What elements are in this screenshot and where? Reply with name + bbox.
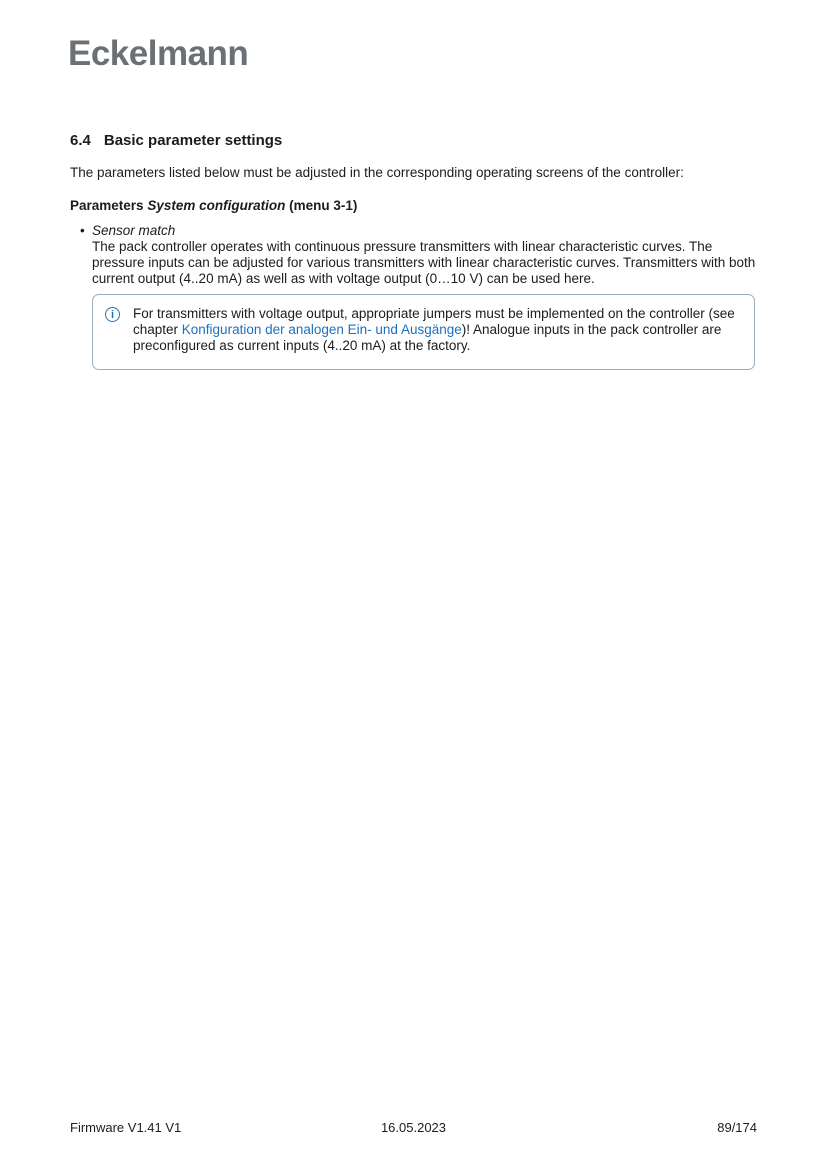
info-icon: i	[105, 307, 120, 322]
bullet-icon: •	[80, 223, 85, 238]
intro-paragraph: The parameters listed below must be adjusted in the corresponding operating screens of the controller:	[70, 165, 684, 180]
chapter-link[interactable]: Konfiguration der analogen Ein- und Ausgänge	[181, 322, 462, 337]
note-text-before-link: For transmitters with voltage output, appropriate jumpers must be implemented on the controller (see chapter	[133, 306, 735, 337]
list-item	[80, 223, 757, 287]
footer-page-number: 89/174	[717, 1120, 757, 1135]
section-heading	[70, 132, 757, 150]
footer-firmware-version: Firmware V1.41 V1	[70, 1120, 182, 1135]
page-footer	[70, 1120, 757, 1136]
note-text-after-link: )! Analogue inputs in the pack controller are preconfigured as current inputs (4..20 mA) at the factory.	[133, 322, 722, 353]
note-text	[133, 306, 738, 354]
bullet-term: Sensor match	[92, 223, 176, 238]
parameters-heading-suffix: (menu 3-1)	[285, 198, 358, 213]
bullet-body-text: The pack controller operates with continuous pressure transmitters with linear characteristic curves. The pressure inputs can be adjusted for various transmitters with linear characteristic curves. Transmitters with both current output (4..20 mA) as well as with voltage output (0…10 V) can be used here.	[92, 239, 756, 286]
section-title: Basic parameter settings	[103, 132, 283, 149]
eckelmann-logo: Eckelmann	[68, 34, 249, 73]
parameters-heading-emphasis: System configuration	[147, 198, 286, 213]
info-note-box	[92, 294, 755, 370]
footer-date: 16.05.2023	[380, 1120, 447, 1135]
bullet-content	[92, 223, 757, 287]
parameters-heading-prefix: Parameters	[70, 198, 148, 213]
parameters-heading	[70, 198, 757, 214]
page-content	[70, 132, 757, 370]
section-number: 6.4	[70, 132, 91, 149]
